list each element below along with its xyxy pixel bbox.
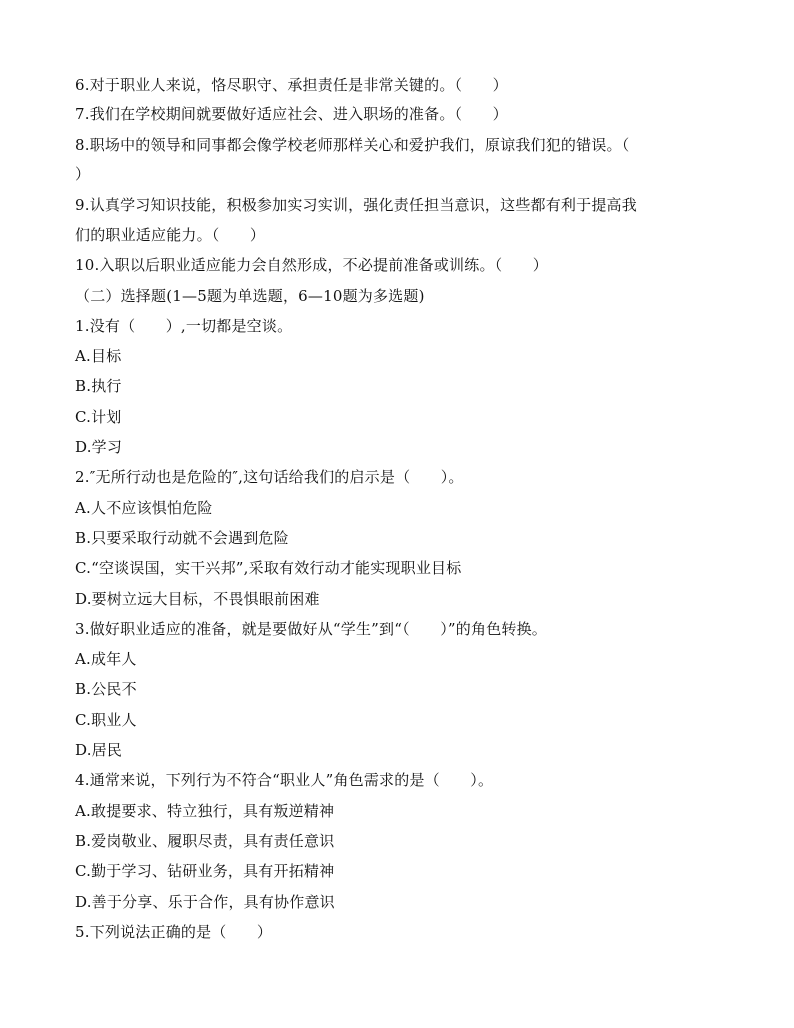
option-2b: B.只要采取行动就不会遇到危险 (75, 529, 289, 547)
option-1b: B.执行 (75, 377, 122, 395)
choice-question-3: 3.做好职业适应的准备，就是要做好从“学生”到“（ ）”的角色转换。 (75, 620, 547, 638)
option-3b: B.公民不 (75, 680, 137, 698)
option-3a: A.成年人 (75, 650, 137, 668)
choice-question-2: 2.″无所行动也是危险的″,这句话给我们的启示是（ ）。 (75, 468, 464, 486)
option-2a: A.人不应该惧怕危险 (75, 499, 213, 517)
option-4d: D.善于分享、乐于合作，具有协作意识 (75, 893, 335, 911)
option-4a: A.敢提要求、特立独行，具有叛逆精神 (75, 802, 335, 820)
question-7: 7.我们在学校期间就要做好适应社会、进入职场的准备。（ ） (75, 105, 508, 123)
question-9: 9.认真学习知识技能，积极参加实习实训，强化责任担当意识，这些都有利于提高我 (75, 196, 637, 214)
question-6: 6.对于职业人来说，恪尽职守、承担责任是非常关键的。（ ） (75, 76, 508, 94)
question-8: 8.职场中的领导和同事都会像学校老师那样关心和爱护我们，原谅我们犯的错误。（ (75, 136, 630, 154)
question-8-continued: ） (75, 165, 91, 183)
option-1a: A.目标 (75, 347, 122, 365)
section-heading: （二）选择题(1—5题为单选题，6—10题为多选题) (75, 287, 425, 305)
option-3c: C.职业人 (75, 711, 137, 729)
option-4b: B.爱岗敬业、履职尽责，具有责任意识 (75, 832, 335, 850)
option-2c: C.“空谈误国，实干兴邦”,采取有效行动才能实现职业目标 (75, 559, 462, 577)
question-9-continued: 们的职业适应能力。（ ） (75, 226, 266, 244)
option-1d: D.学习 (75, 438, 123, 456)
option-3d: D.居民 (75, 741, 123, 759)
choice-question-1: 1.没有（ ）,一切都是空谈。 (75, 317, 293, 335)
question-10: 10.入职以后职业适应能力会自然形成，不必提前准备或训练。（ ） (75, 256, 548, 274)
choice-question-4: 4.通常来说，下列行为不符合“职业人”角色需求的是（ ）。 (75, 771, 494, 789)
choice-question-5: 5.下列说法正确的是（ ） (75, 923, 273, 941)
option-2d: D.要树立远大目标，不畏惧眼前困难 (75, 590, 320, 608)
option-1c: C.计划 (75, 408, 122, 426)
option-4c: C.勤于学习、钻研业务，具有开拓精神 (75, 862, 335, 880)
